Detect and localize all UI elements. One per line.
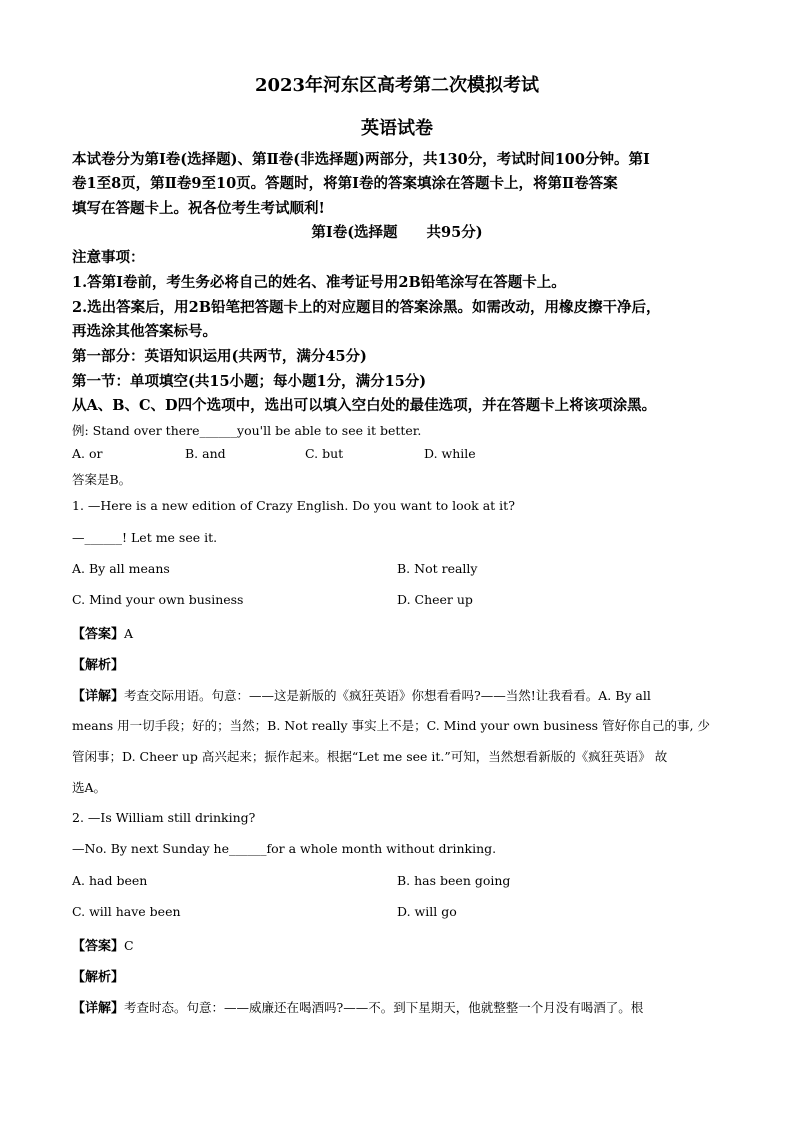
intro-line-1: 本试卷分为第Ⅰ卷(选择题)、第Ⅱ卷(非选择题)两部分，共130分，考试时间100分钟。第Ⅰ	[72, 151, 650, 168]
q1-option-b: B. Not really	[397, 561, 478, 576]
q2-answer	[72, 935, 134, 954]
q1-option-d: D. Cheer up	[397, 592, 473, 607]
q1-reply: —______! Let me see it.	[72, 530, 218, 545]
q2-detail-text-1: 考查时态。句意：——威廉还在喝酒吗?——不。到下星期天，他就整整一个月没有喝酒了。根	[124, 1000, 644, 1015]
q1-answer	[72, 623, 133, 642]
q1-detail-line-4: 选A。	[72, 780, 107, 795]
q1-detail-line-3: 管闲事；D. Cheer up 高兴起来；振作起来。根据“Let me see it.”可知，当然想看新版的《疯狂英语》 故	[72, 749, 668, 764]
q1-stem: 1. —Here is a new edition of Crazy English. Do you want to look at it?	[72, 498, 515, 513]
q2-option-d: D. will go	[397, 904, 457, 919]
notes-item-1: 1.答第Ⅰ卷前，考生务必将自己的姓名、准考证号用2B铅笔涂写在答题卡上。	[72, 274, 566, 291]
q2-analysis-label: 【解析】	[72, 970, 125, 985]
example-option-a: A. or	[72, 446, 103, 461]
q2-answer-label: 【答案】	[72, 939, 125, 954]
section-title: 第Ⅰ卷(选择题 共95分)	[311, 224, 483, 241]
q2-reply: —No. By next Sunday he______for a whole month without drinking.	[72, 841, 497, 856]
q2-detail-line-1	[72, 997, 643, 1016]
q2-detail-label: 【详解】	[72, 1001, 125, 1016]
q2-answer-value: C	[124, 938, 134, 953]
q1-answer-value: A	[124, 626, 134, 641]
example-stem: 例: Stand over there______you'll be able to see it better.	[72, 423, 422, 438]
q1-detail-text-1: 考查交际用语。句意：——这是新版的《疯狂英语》你想看看吗?——当然!让我看看。A. By all	[124, 688, 651, 703]
page-title: 2023年河东区高考第二次模拟考试	[254, 75, 540, 96]
q1-option-a: A. By all means	[72, 561, 170, 576]
intro-line-3: 填写在答题卡上。祝各位考生考试顺利!	[72, 200, 325, 217]
notes-item-2-line-1: 2.选出答案后，用2B铅笔把答题卡上的对应题目的答案涂黑。如需改动，用橡皮擦干净后，	[72, 299, 661, 316]
q1-option-c: C. Mind your own business	[72, 592, 244, 607]
q2-option-b: B. has been going	[397, 873, 511, 888]
q1-detail-label: 【详解】	[72, 689, 125, 704]
q2-option-c: C. will have been	[72, 904, 181, 919]
q2-option-a: A. had been	[72, 873, 148, 888]
example-answer: 答案是B。	[72, 472, 132, 487]
page-subtitle: 英语试卷	[361, 118, 433, 139]
part1-section1: 第一节：单项填空(共15小题；每小题1分，满分15分)	[72, 373, 427, 390]
q1-detail-line-1	[72, 685, 651, 704]
part1-instruction: 从A、B、C、D四个选项中，选出可以填入空白处的最佳选项，并在答题卡上将该项涂黑。	[72, 397, 657, 414]
q1-detail-line-2: means 用一切手段；好的；当然；B. Not really 事实上不是；C. Mind your own business 管好你自己的事, 少	[72, 718, 710, 733]
notes-item-2-line-2: 再选涂其他答案标号。	[72, 323, 217, 340]
q1-answer-label: 【答案】	[72, 627, 125, 642]
intro-line-2: 卷1至8页，第Ⅱ卷9至10页。答题时，将第Ⅰ卷的答案填涂在答题卡上，将第Ⅱ卷答案	[72, 175, 618, 192]
example-option-c: C. but	[305, 446, 344, 461]
q1-analysis-label: 【解析】	[72, 658, 125, 673]
example-option-d: D. while	[424, 446, 476, 461]
part1-heading: 第一部分：英语知识运用(共两节，满分45分)	[72, 348, 367, 365]
notes-heading: 注意事项：	[72, 249, 145, 266]
q2-stem: 2. —Is William still drinking?	[72, 810, 256, 825]
example-option-b: B. and	[185, 446, 226, 461]
